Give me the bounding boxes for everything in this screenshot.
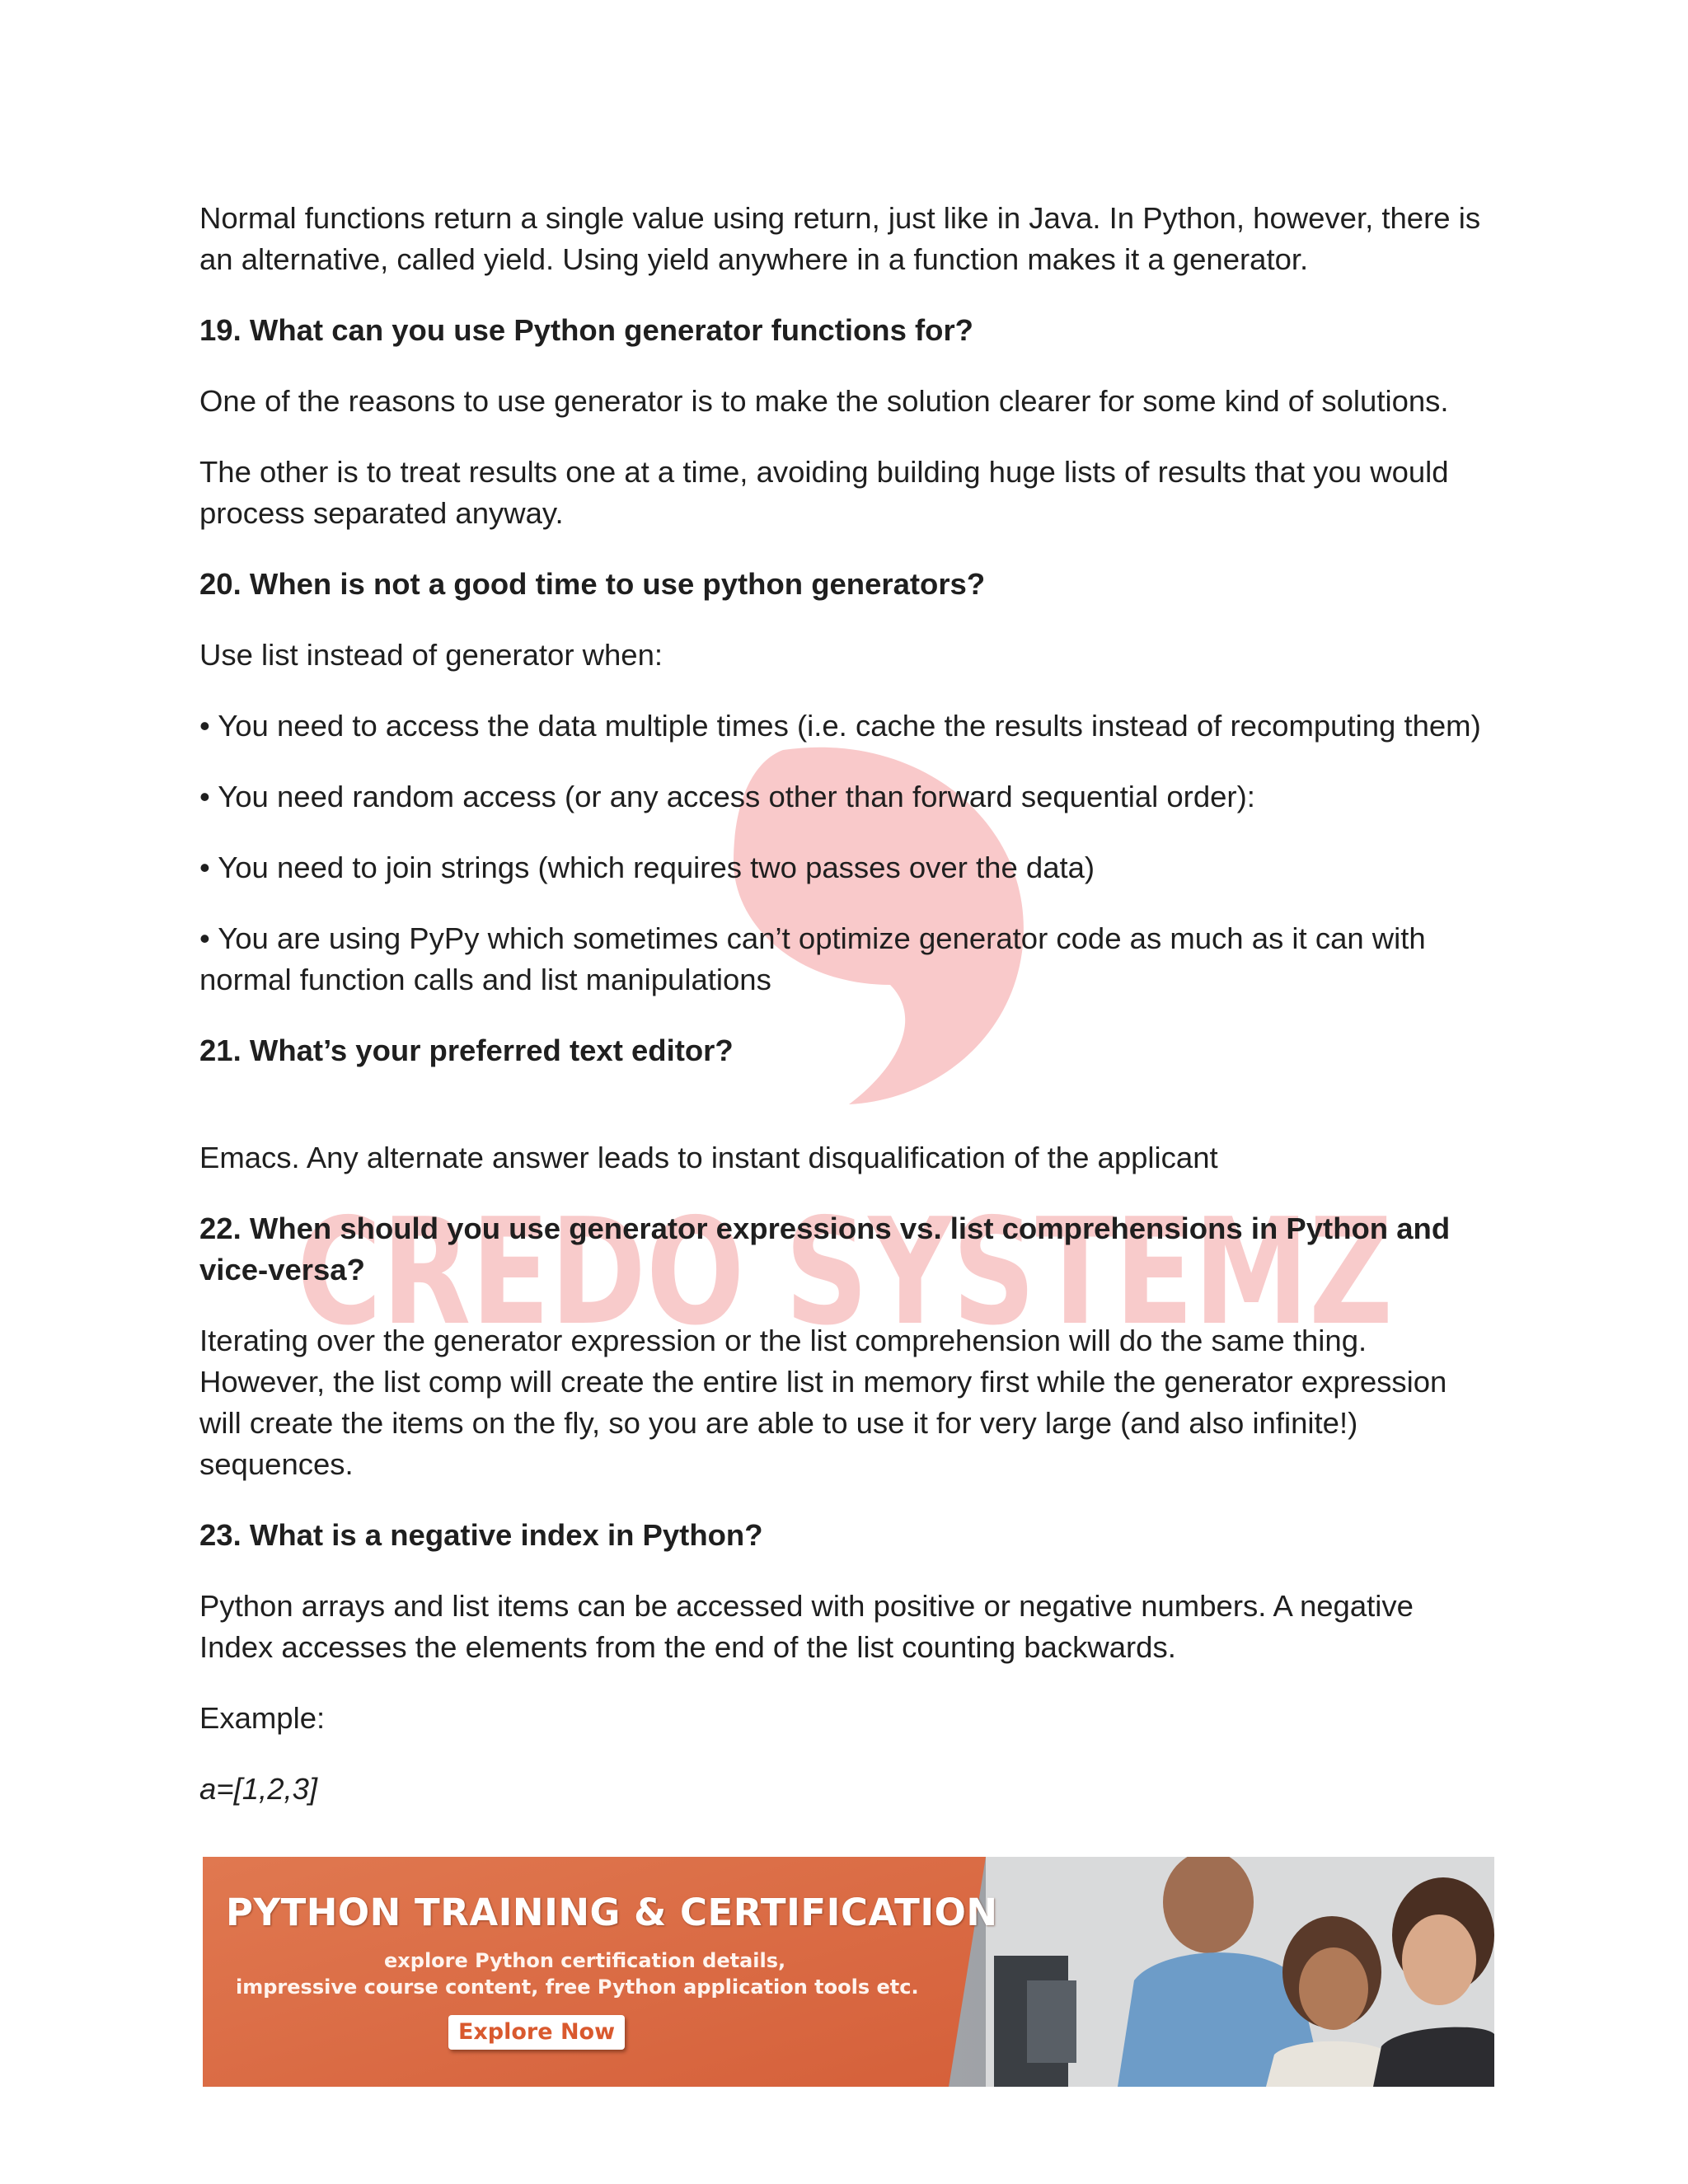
answer-19-paragraph-2: The other is to treat results one at a time, avoiding building huge lists of results that you would process separated anyway. [199,455,1449,530]
answer-19-paragraph-1: One of the reasons to use generator is to make the solution clearer for some kind of solutions. [199,384,1449,418]
question-22-heading: 22. When should you use generator expressions vs. list comprehensions in Python and vice-versa? [199,1212,1451,1286]
banner-subtitle-line-1: explore Python certification details, [384,1949,786,1972]
bullet-item-3: • You need to join strings (which requires two passes over the data) [199,851,1095,884]
bullet-item-1: • You need to access the data multiple times (i.e. cache the results instead of recomputing them) [199,709,1481,743]
training-banner[interactable] [203,1857,1494,2087]
answer-21-paragraph: Emacs. Any alternate answer leads to instant disqualification of the applicant [199,1141,1218,1174]
bullet-item-2: • You need random access (or any access other than forward sequential order): [199,780,1255,813]
explore-now-button[interactable]: Explore Now [448,2015,625,2050]
banner-subtitle [236,1947,1060,2000]
answer-23-paragraph: Python arrays and list items can be accessed with positive or negative numbers. A negative Index accesses the elements from the end of the list counting backwards. [199,1589,1414,1664]
question-21-heading: 21. What’s your preferred text editor? [199,1033,734,1067]
question-19-heading: 19. What can you use Python generator functions for? [199,313,973,347]
bullet-item-4: • You are using PyPy which sometimes can’t optimize generator code as much as it can with normal function calls and list manipulations [199,921,1426,996]
answer-20-intro: Use list instead of generator when: [199,638,663,672]
svg-text:CREDO SYSTEMZ: CREDO SYSTEMZ [297,1187,1393,1352]
document-body [199,198,1493,1810]
answer-22-paragraph: Iterating over the generator expression or the list comprehension will do the same thing. However, the list comp will create the entire list in memory first while the generator expression will create the items on the fly, so you are able to use it for very large (and also infinite!) sequences. [199,1324,1447,1481]
banner-title: PYTHON TRAINING & CERTIFICATION [226,1891,998,1934]
question-23-heading: 23. What is a negative index in Python? [199,1518,763,1552]
code-example: a=[1,2,3] [199,1772,318,1806]
example-label: Example: [199,1701,326,1735]
banner-subtitle-line-2: impressive course content, free Python application tools etc. [236,1975,919,1999]
paragraph-intro: Normal functions return a single value using return, just like in Java. In Python, however, there is an alternative, called yield. Using yield anywhere in a function makes it a generator. [199,201,1481,276]
question-20-heading: 20. When is not a good time to use python generators? [199,567,986,601]
